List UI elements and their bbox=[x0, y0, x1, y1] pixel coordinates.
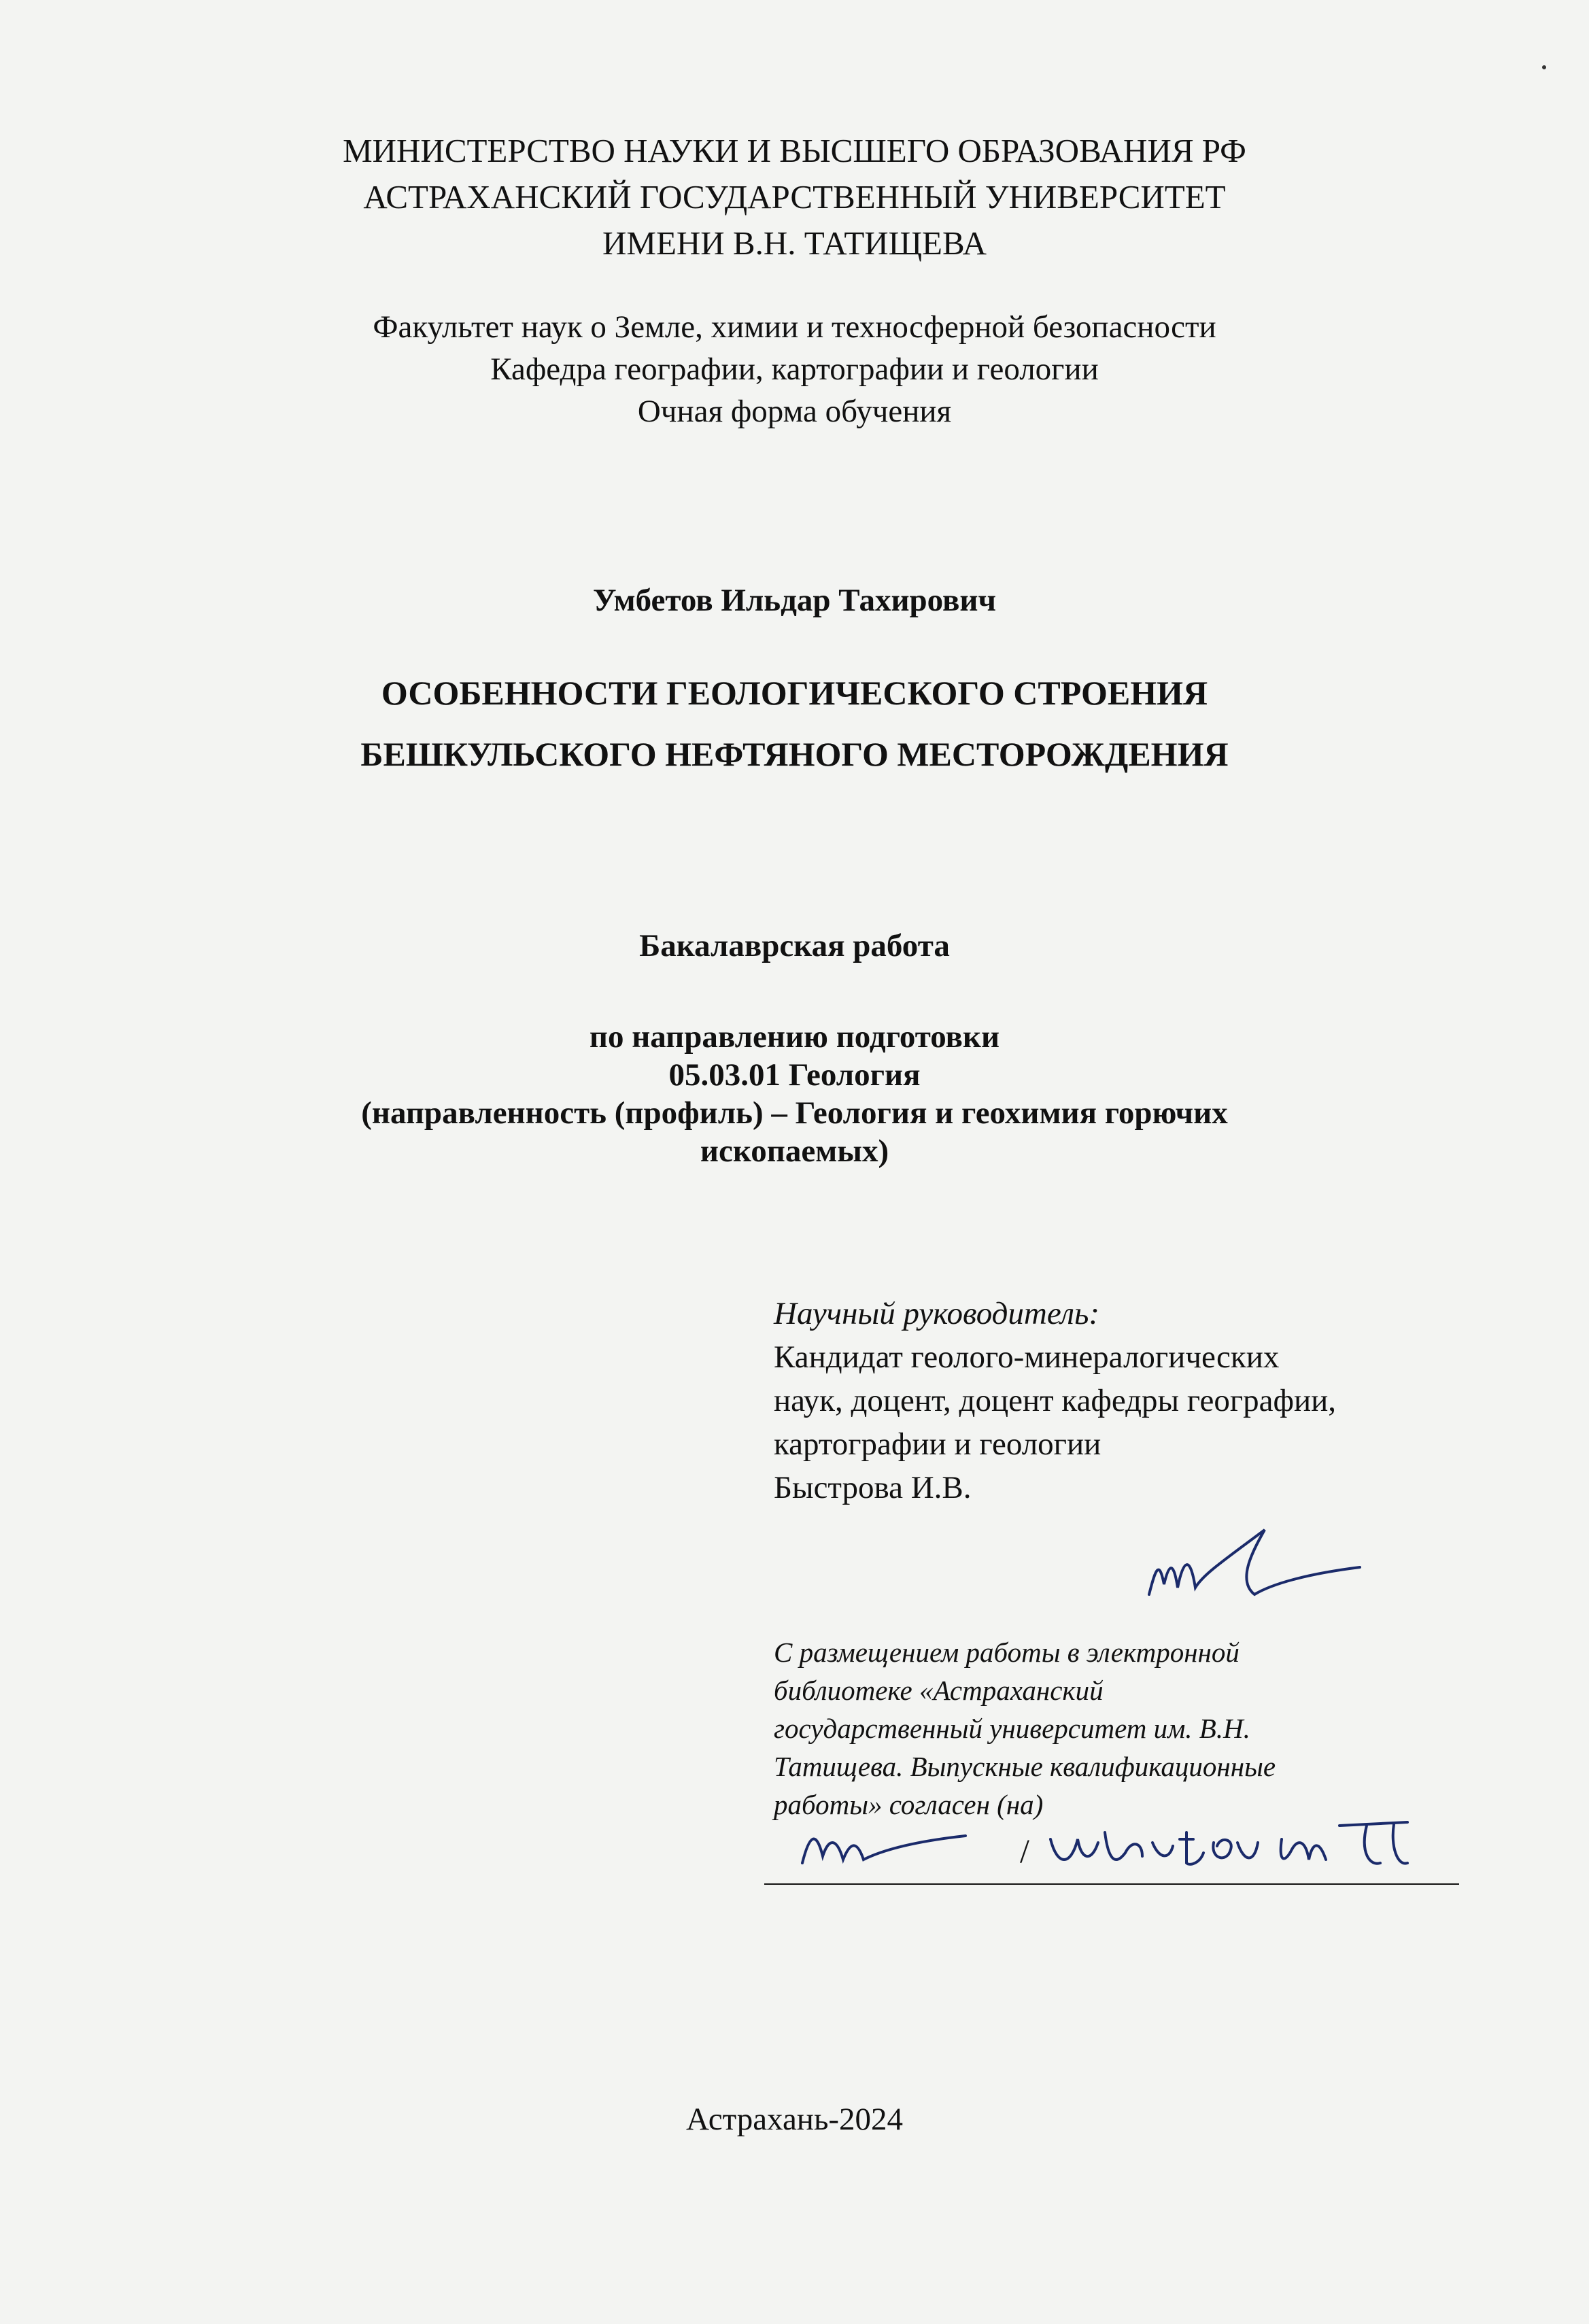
study-form-line: Очная форма обучения bbox=[637, 394, 952, 429]
consent-line: государственный университет им. В.Н. bbox=[774, 1713, 1250, 1744]
ministry-header bbox=[0, 128, 1589, 267]
direction-profile-line-1: (направленность (профиль) – Геология и геохимия горючих bbox=[361, 1095, 1228, 1131]
consent-line: С размещением работы в электронной bbox=[774, 1637, 1240, 1668]
thesis-title bbox=[0, 662, 1589, 785]
supervisor-signature bbox=[1135, 1520, 1380, 1615]
author-signature-short bbox=[789, 1815, 1006, 1883]
city-year: Астрахань-2024 bbox=[685, 2102, 904, 2137]
direction-code: 05.03.01 Геология bbox=[668, 1057, 921, 1093]
supervisor-line: картографии и геологии bbox=[774, 1426, 1101, 1462]
university-line: АСТРАХАНСКИЙ ГОСУДАРСТВЕННЫЙ УНИВЕРСИТЕТ bbox=[363, 178, 1226, 216]
author-signature-handwritten-name bbox=[1040, 1812, 1421, 1887]
direction-block bbox=[0, 1018, 1589, 1170]
title-line-1: ОСОБЕННОСТИ ГЕОЛОГИЧЕСКОГО СТРОЕНИЯ bbox=[381, 674, 1208, 712]
ministry-line: МИНИСТЕРСТВО НАУКИ И ВЫСШЕГО ОБРАЗОВАНИЯ РФ bbox=[343, 132, 1246, 169]
consent-line: библиотеке «Астраханский bbox=[774, 1675, 1104, 1706]
supervisor-label: Научный руководитель: bbox=[774, 1296, 1100, 1331]
supervisor-line: наук, доцент, доцент кафедры географии, bbox=[774, 1383, 1336, 1418]
university-name-line: ИМЕНИ В.Н. ТАТИЩЕВА bbox=[602, 224, 987, 262]
signature-line bbox=[764, 1883, 1459, 1885]
signature-separator: / bbox=[1020, 1832, 1029, 1870]
direction-label: по направлению подготовки bbox=[589, 1019, 1000, 1055]
work-type: Бакалаврская работа bbox=[639, 928, 950, 963]
faculty-block bbox=[0, 306, 1589, 432]
consent-line: Татищева. Выпускные квалификационные bbox=[774, 1751, 1276, 1782]
consent-line: работы» согласен (на) bbox=[774, 1789, 1044, 1820]
faculty-line: Факультет наук о Земле, химии и техносферной безопасности bbox=[373, 309, 1216, 345]
supervisor-block bbox=[774, 1292, 1522, 1509]
supervisor-name: Быстрова И.В. bbox=[774, 1470, 972, 1505]
scan-speck bbox=[1542, 65, 1546, 69]
supervisor-line: Кандидат геолого-минералогических bbox=[774, 1339, 1280, 1375]
direction-profile-line-2: ископаемых) bbox=[700, 1133, 889, 1169]
department-line: Кафедра географии, картографии и геологии bbox=[490, 352, 1099, 387]
author-name: Умбетов Ильдар Тахирович bbox=[593, 583, 996, 618]
title-line-2: БЕШКУЛЬСКОГО НЕФТЯНОГО МЕСТОРОЖДЕНИЯ bbox=[360, 735, 1229, 773]
consent-block bbox=[774, 1633, 1454, 1824]
